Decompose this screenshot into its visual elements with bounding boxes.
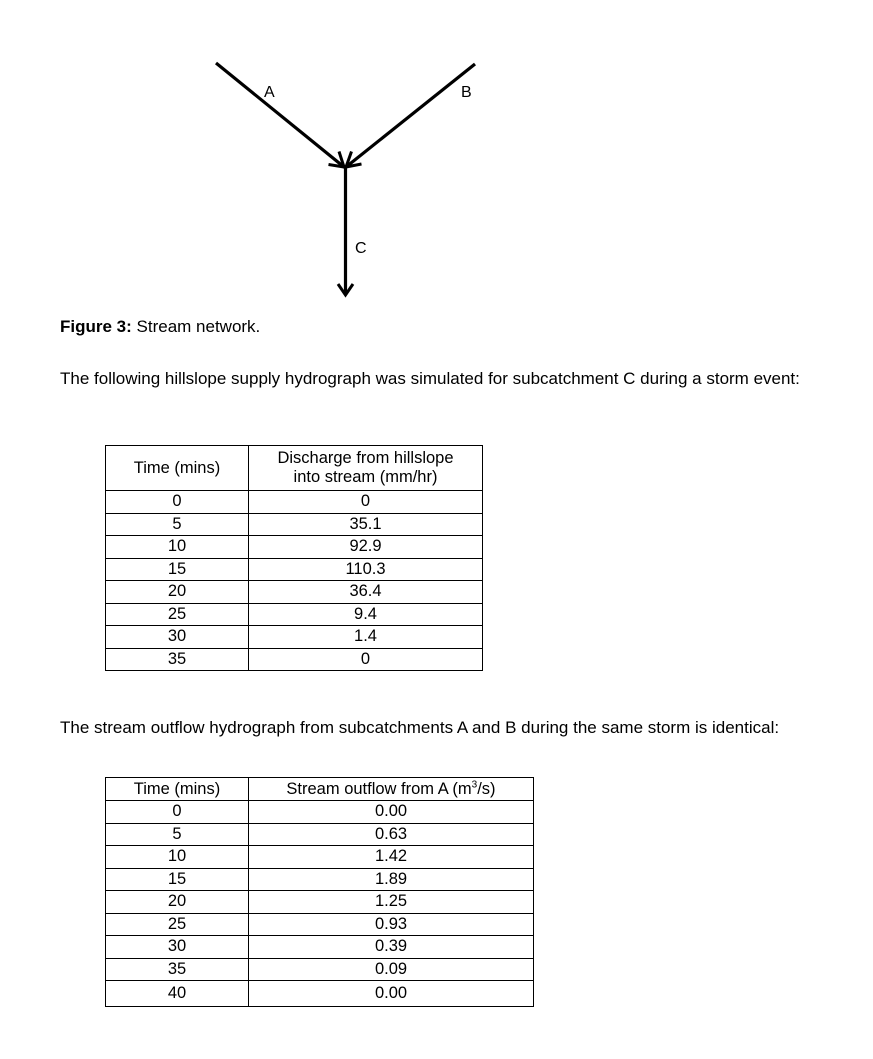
table-row xyxy=(106,513,483,536)
time-cell: 5 xyxy=(106,823,249,846)
time-cell: 25 xyxy=(106,913,249,936)
caption-label: Figure 3: xyxy=(60,317,132,336)
time-cell: 35 xyxy=(106,958,249,981)
time-cell: 20 xyxy=(106,891,249,914)
table-row xyxy=(106,913,534,936)
table-row xyxy=(106,823,534,846)
table-row xyxy=(106,846,534,869)
time-header: Time (mins) xyxy=(106,778,249,801)
time-cell: 15 xyxy=(106,868,249,891)
table-row xyxy=(106,536,483,559)
table-row xyxy=(106,581,483,604)
time-header: Time (mins) xyxy=(106,446,249,491)
table-header-row xyxy=(106,446,483,491)
outflow-header xyxy=(249,778,534,801)
time-cell: 10 xyxy=(106,536,249,559)
time-cell: 25 xyxy=(106,603,249,626)
discharge-cell: 35.1 xyxy=(249,513,483,536)
outflow-cell: 1.25 xyxy=(249,891,534,914)
label-c: C xyxy=(355,240,367,257)
discharge-cell: 110.3 xyxy=(249,558,483,581)
table-row xyxy=(106,603,483,626)
discharge-cell: 36.4 xyxy=(249,581,483,604)
outflow-cell: 1.42 xyxy=(249,846,534,869)
discharge-cell: 9.4 xyxy=(249,603,483,626)
discharge-cell: 1.4 xyxy=(249,626,483,649)
discharge-cell: 0 xyxy=(249,648,483,671)
discharge-header-line2: into stream (mm/hr) xyxy=(293,468,438,486)
table-row xyxy=(106,626,483,649)
time-cell: 35 xyxy=(106,648,249,671)
table-row xyxy=(106,891,534,914)
table-row xyxy=(106,868,534,891)
label-b: B xyxy=(461,84,472,101)
time-cell: 10 xyxy=(106,846,249,869)
table-row xyxy=(106,801,534,824)
discharge-cell: 92.9 xyxy=(249,536,483,559)
time-cell: 5 xyxy=(106,513,249,536)
stream-b-line xyxy=(346,64,475,167)
hillslope-discharge-table xyxy=(105,445,483,671)
time-cell: 20 xyxy=(106,581,249,604)
table-row xyxy=(106,981,534,1007)
discharge-header xyxy=(249,446,483,491)
time-cell: 0 xyxy=(106,801,249,824)
table-row xyxy=(106,491,483,514)
paragraph-outflow: The stream outflow hydrograph from subcatchments A and B during the same storm is identical: xyxy=(60,718,780,737)
discharge-header-line1: Discharge from hillslope xyxy=(277,449,454,467)
table-row xyxy=(106,936,534,959)
outflow-cell: 0.00 xyxy=(249,801,534,824)
outflow-header-end: /s) xyxy=(477,779,496,798)
stream-a-line xyxy=(216,63,344,167)
outflow-header-main: Stream outflow from A (m xyxy=(286,779,472,798)
time-cell: 40 xyxy=(106,981,249,1007)
outflow-cell: 0.39 xyxy=(249,936,534,959)
outflow-cell: 1.89 xyxy=(249,868,534,891)
time-cell: 30 xyxy=(106,936,249,959)
paragraph-hillslope: The following hillslope supply hydrograph was simulated for subcatchment C during a storm event: xyxy=(60,369,800,388)
outflow-cell: 0.09 xyxy=(249,958,534,981)
outflow-cell: 0.00 xyxy=(249,981,534,1007)
outflow-cell: 0.93 xyxy=(249,913,534,936)
outflow-header-sup: 3 xyxy=(471,779,478,790)
stream-outflow-table xyxy=(105,777,534,1007)
time-cell: 0 xyxy=(106,491,249,514)
time-cell: 30 xyxy=(106,626,249,649)
table-header-row xyxy=(106,778,534,801)
table-row xyxy=(106,958,534,981)
discharge-cell: 0 xyxy=(249,491,483,514)
table-row xyxy=(106,558,483,581)
time-cell: 15 xyxy=(106,558,249,581)
caption-text: Stream network. xyxy=(131,317,261,336)
label-a: A xyxy=(264,84,275,101)
table-row xyxy=(106,648,483,671)
figure-caption xyxy=(60,316,260,338)
stream-network-diagram xyxy=(0,0,873,310)
outflow-cell: 0.63 xyxy=(249,823,534,846)
